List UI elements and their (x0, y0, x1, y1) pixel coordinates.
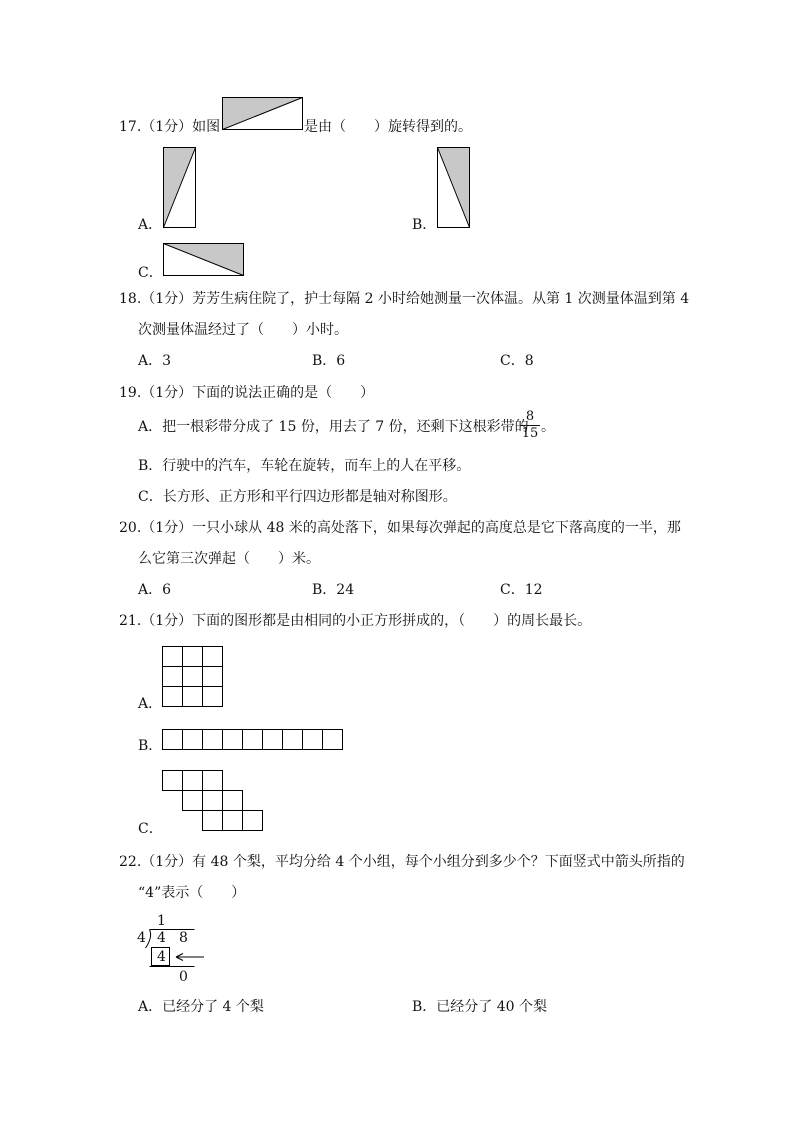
q22-option-b[interactable]: B．已经分了 40 个梨 (412, 999, 548, 1015)
q19-option-a-fraction (520, 410, 540, 441)
q20-option-c[interactable]: C．12 (500, 582, 543, 598)
q20-option-b[interactable]: B．24 (312, 582, 355, 598)
q21-option-b-label[interactable]: B． (138, 738, 163, 754)
q19-option-a[interactable]: A．把一根彩带分成了 15 份，用去了 7 份，还剩下这根彩带的 (138, 419, 529, 435)
q17-option-a-label[interactable]: A． (138, 217, 163, 233)
fraction-denominator: 15 (521, 426, 539, 441)
fraction-numerator: 8 (525, 409, 535, 424)
q21-stem: 21.（1分）下面的图形都是由相同的小正方形拼成的，（ ）的周长最长。 (119, 613, 592, 629)
division-boxed-product: 4 (157, 949, 166, 965)
division-divisor: 4 (137, 930, 146, 946)
division-dividend-ones: 8 (179, 930, 188, 946)
q21-option-a-figure[interactable] (162, 646, 224, 708)
q19-option-a-end: 。 (541, 419, 555, 435)
q19-option-b[interactable]: B．行驶中的汽车，车轮在旋转，而车上的人在平移。 (138, 458, 471, 474)
division-remainder: 0 (179, 969, 188, 985)
q17-option-b-label[interactable]: B． (412, 217, 437, 233)
q20-line-1: 20.（1分）一只小球从 48 米的高处落下，如果每次弹起的高度总是它下落高度的一半，那 (119, 520, 681, 536)
division-dividend-tens: 4 (157, 930, 166, 946)
q18-line-1: 18.（1分）芳芳生病住院了，护士每隔 2 小时给她测量一次体温。从第 1 次测量体温到第 4 (119, 291, 690, 307)
q18-option-a[interactable]: A．3 (138, 353, 172, 369)
q22-option-a[interactable]: A．已经分了 4 个梨 (138, 999, 264, 1015)
q20-option-a[interactable]: A．6 (138, 582, 172, 598)
q21-option-c-label[interactable]: C． (138, 821, 163, 837)
q17-option-c-figure[interactable] (163, 243, 245, 277)
q17-figure-rectangle (222, 97, 304, 131)
q17-option-a-figure[interactable] (163, 147, 197, 229)
q21-option-a-label[interactable]: A． (138, 696, 163, 712)
q17-text-before: 17.（1分）如图 (119, 119, 221, 135)
q22-line-2: “4”表示（ ） (138, 885, 246, 901)
q21-option-c-figure[interactable] (162, 770, 266, 832)
q21-option-b-figure[interactable] (162, 729, 346, 751)
q18-option-c[interactable]: C．8 (500, 353, 534, 369)
q18-option-b[interactable]: B．6 (312, 353, 346, 369)
q18-line-2: 次测量体温经过了（ ）小时。 (138, 322, 348, 338)
q19-option-c[interactable]: C．长方形、正方形和平行四边形都是轴对称图形。 (138, 489, 457, 505)
division-quotient: 1 (157, 913, 166, 929)
q17-option-b-figure[interactable] (437, 147, 471, 229)
q19-stem: 19.（1分）下面的说法正确的是（ ） (119, 385, 375, 401)
q22-line-1: 22.（1分）有 48 个梨，平均分给 4 个小组，每个小组分到多少个？下面竖式中箭头所指的 (119, 854, 685, 870)
arrow-left-icon (174, 951, 206, 963)
q20-line-2: 么它第三次弹起（ ）米。 (138, 551, 320, 567)
q17-option-c-label[interactable]: C． (138, 265, 163, 281)
q17-text-after: 是由（ ）旋转得到的。 (304, 119, 472, 135)
